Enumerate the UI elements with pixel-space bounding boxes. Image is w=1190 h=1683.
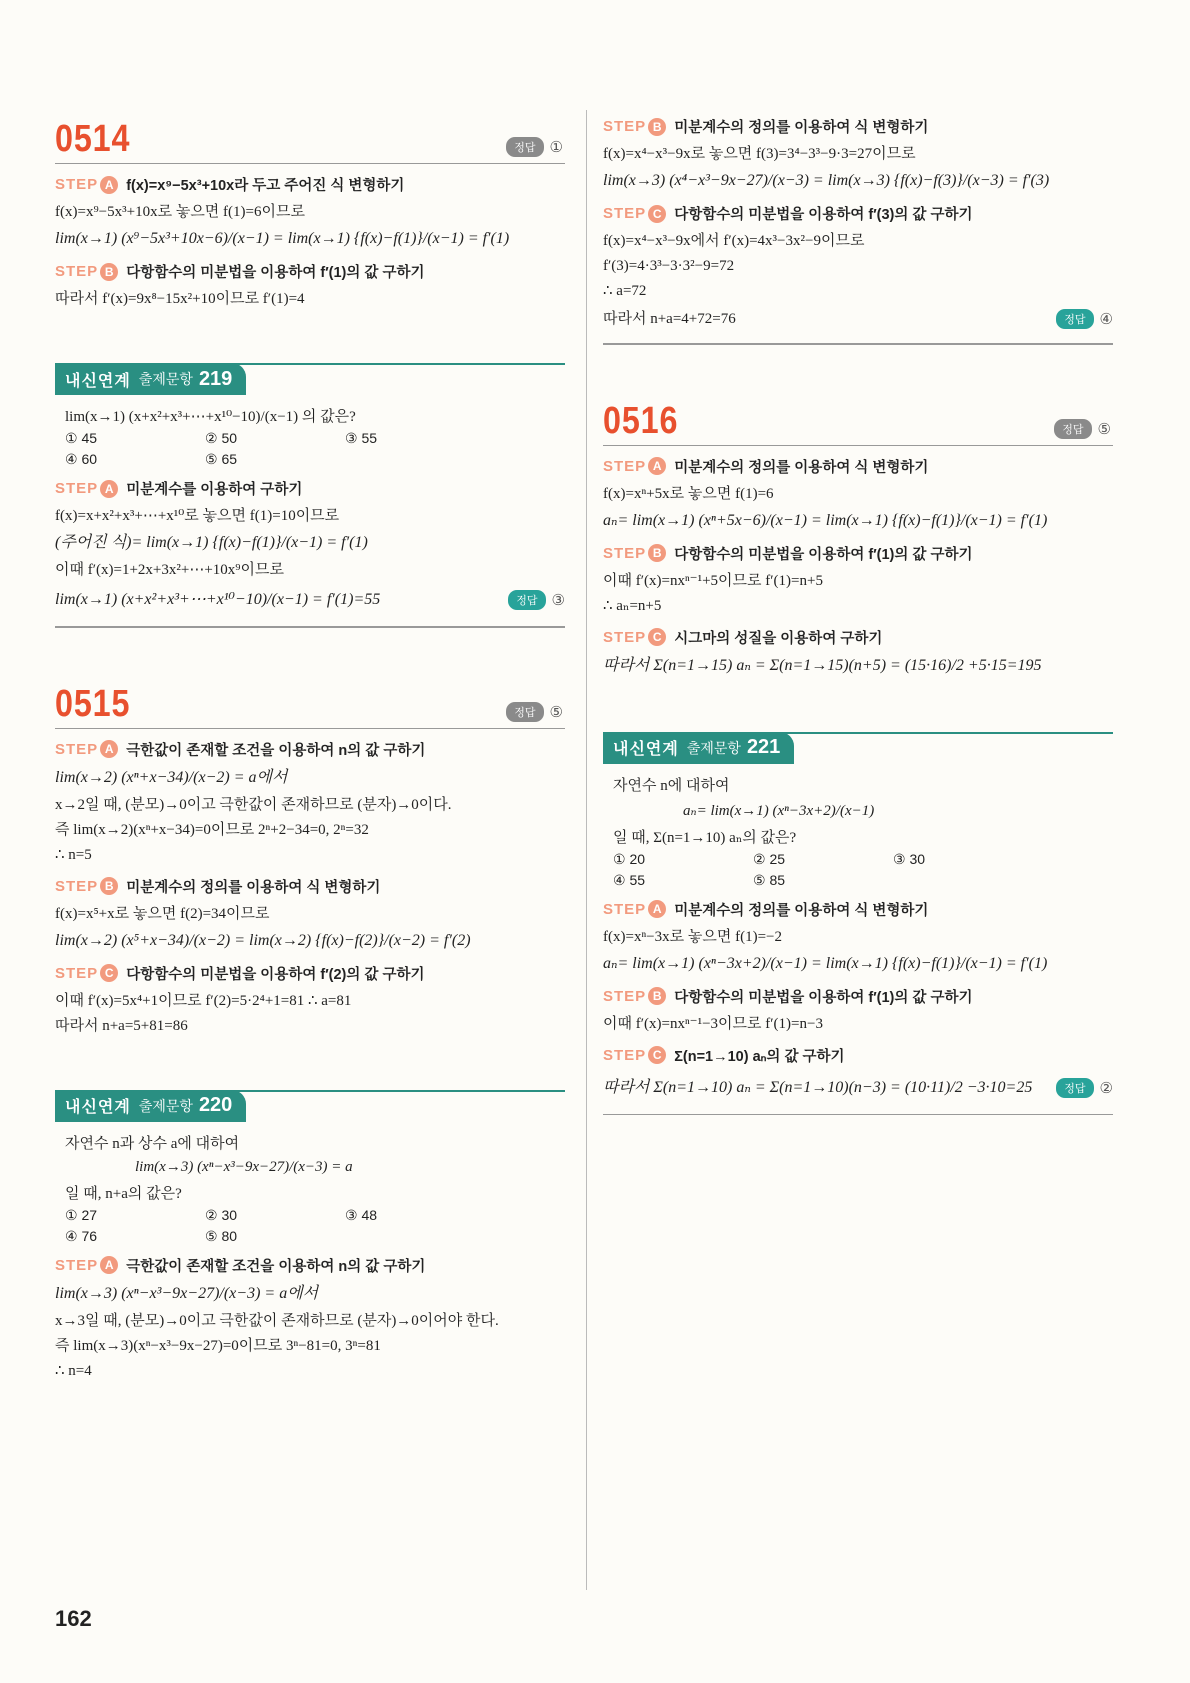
answer-badge: 정답 [1054,419,1091,439]
step-b: STEP B 미분계수의 정의를 이용하여 식 변형하기 [55,877,381,896]
solution-line: 즉 lim(x→3)(xⁿ−x³−9x−27)=0이므로 3ⁿ−81=0, 3ⁿ=81 [55,1337,381,1354]
step-title: 미분계수의 정의를 이용하여 식 변형하기 [674,120,929,136]
solution-line: f(x)=x⁹−5x³+10x로 놓으면 f(1)=6이므로 [55,204,305,220]
problem-0515-header [55,670,565,729]
step-letter-icon: C [100,964,118,982]
naesin-219-header: 내신연계 출제문항 219 [55,363,565,397]
step-c: STEP C Σ(n=1→10) aₙ의 값 구하기 [603,1046,845,1065]
solution-line: f(x)=x⁴−x³−9x에서 f′(x)=4x³−3x²−9이므로 [603,233,865,249]
answer-value: ③ [551,591,565,609]
step-a: STEP A 미분계수를 이용하여 구하기 [55,480,303,498]
choice: ② 25 [753,850,786,867]
step-b: STEP B 미분계수의 정의를 이용하여 식 변형하기 [603,118,929,136]
right-column [603,112,1113,1121]
solution-line: x→2일 때, (분모)→0이고 극한값이 존재하므로 (분자)→0이다. [55,796,452,813]
solution-line: ∴ aₙ=n+5 [603,597,662,614]
solution-line: ∴ n=5 [55,846,92,863]
page-number: 162 [55,1606,92,1631]
step-title: 다항함수의 미분법을 이용하여 f′(2)의 값 구하기 [126,966,425,983]
question-text: 일 때, n+a의 값은? [65,1185,182,1202]
answer-badge: 정답 [508,590,545,610]
naesin-number: 219 [198,367,233,390]
step-b: STEP B 다항함수의 미분법을 이용하여 f′(1)의 값 구하기 [55,263,425,281]
step-letter-icon: A [648,900,666,918]
choice: ① 27 [65,1206,98,1223]
choice: ③ 55 [345,430,378,446]
step-title: 미분계수의 정의를 이용하여 식 변형하기 [126,879,381,896]
step-letter-icon: C [648,205,666,223]
answer-indicator [1054,419,1111,439]
choice: ④ 55 [613,871,646,888]
solution-line: f(x)=xⁿ−3x로 놓으면 f(1)=−2 [603,928,782,945]
step-a: STEP A 극한값이 존재할 조건을 이용하여 n의 값 구하기 [55,1256,426,1275]
choice: ④ 60 [65,451,98,467]
choice: ① 20 [613,850,646,867]
answer-choices [65,1207,565,1245]
answer-badge: 정답 [506,702,543,722]
solution-line: f(x)=xⁿ+5x로 놓으면 f(1)=6 [603,485,774,502]
step-letter-icon: B [648,987,666,1005]
naesin-number: 220 [198,1094,233,1116]
solution-line: 따라서 f′(x)=9x⁸−15x²+10이므로 f′(1)=4 [55,291,305,307]
solution-line: ∴ n=4 [55,1362,92,1379]
step-b: STEP B 다항함수의 미분법을 이용하여 f′(1)의 값 구하기 [603,544,973,563]
answer-badge: 정답 [1056,309,1093,329]
step-letter-icon: B [648,544,666,562]
step-a: STEP A 미분계수의 정의를 이용하여 식 변형하기 [603,457,929,476]
question-math: lim(x→3) (xⁿ−x³−9x−27)/(x−3) = a [135,1158,353,1175]
step-a: STEP A 극한값이 존재할 조건을 이용하여 n의 값 구하기 [55,740,426,759]
solution-line: 따라서 n+a=5+81=86 [55,1017,188,1034]
choice: ① 45 [65,430,98,446]
answer-badge: 정답 [1056,1078,1093,1098]
question-text: 일 때, Σ(n=1→10) aₙ의 값은? [613,829,797,846]
solution-math: 따라서 Σ(n=1→15) aₙ = Σ(n=1→15)(n+5) = (15·16)/2 +5·15=195 [603,656,1042,674]
question-math: aₙ= lim(x→1) (xⁿ−3x+2)/(x−1) [683,802,875,819]
solution-line: f(x)=x⁵+x로 놓으면 f(2)=34이므로 [55,905,270,922]
solution-line: f′(3)=4·3³−3·3²−9=72 [603,258,735,274]
step-a: STEP A f(x)=x⁹−5x³+10x라 두고 주어진 식 변형하기 [55,176,405,194]
step-title: 미분계수의 정의를 이용하여 식 변형하기 [674,459,929,476]
step-title: 극한값이 존재할 조건을 이용하여 n의 값 구하기 [126,1258,426,1275]
solution-line: ∴ a=72 [603,283,647,299]
solution-math: 따라서 Σ(n=1→10) aₙ = Σ(n=1→10)(n−3) = (10·11)/2 −3·10=25 [603,1078,1033,1096]
problem-number: 0515 [55,682,131,725]
solution-line: 이때 f′(x)=nxⁿ⁻¹−3이므로 f′(1)=n−3 [603,1015,823,1032]
step-b: STEP B 다항함수의 미분법을 이용하여 f′(1)의 값 구하기 [603,987,973,1006]
step-a: STEP A 미분계수의 정의를 이용하여 식 변형하기 [603,900,929,919]
step-letter-icon: A [100,1256,118,1274]
question-text: 자연수 n에 대하여 [613,777,730,794]
step-title: Σ(n=1→10) aₙ의 값 구하기 [674,1048,845,1065]
choice: ③ 48 [345,1206,378,1223]
solution-line: 즉 lim(x→2)(xⁿ+x−34)=0이므로 2ⁿ+2−34=0, 2ⁿ=32 [55,821,369,838]
answer-choices [613,851,1113,889]
solution-line: x→3일 때, (분모)→0이고 극한값이 존재하므로 (분자)→0이어야 한다. [55,1312,499,1329]
step-letter-icon: A [100,176,118,194]
choice: ③ 30 [893,850,926,867]
problem-0516-header [603,387,1113,446]
solution-line: 이때 f′(x)=5x⁴+1이므로 f′(2)=5·2⁴+1=81 ∴ a=81 [55,992,352,1009]
choice: ② 30 [205,1206,238,1223]
step-c: STEP C 다항함수의 미분법을 이용하여 f′(3)의 값 구하기 [603,205,973,223]
step-c: STEP C 다항함수의 미분법을 이용하여 f′(2)의 값 구하기 [55,964,425,983]
naesin-221-header: 내신연계 출제문항 221 [603,732,1113,766]
step-title: 다항함수의 미분법을 이용하여 f′(1)의 값 구하기 [674,989,973,1006]
step-title: 극한값이 존재할 조건을 이용하여 n의 값 구하기 [126,742,426,759]
answer-value: ⑤ [1097,419,1111,438]
column-divider [586,110,587,1590]
problem-0514-header [55,105,565,164]
step-title: 시그마의 성질을 이용하여 구하기 [674,630,883,647]
solution-math: lim(x→2) (x⁵+x−34)/(x−2) = lim(x→2) {f(x)−f(2)}/(x−2) = f′(2) [55,931,471,949]
answer-value: ⑤ [549,702,563,721]
solution-math: aₙ= lim(x→1) (xⁿ+5x−6)/(x−1) = lim(x→1) {f(x)−f(1)}/(x−1) = f′(1) [603,511,1048,529]
step-letter-icon: B [100,877,118,895]
solution-math: lim(x→3) (xⁿ−x³−9x−27)/(x−3) = a에서 [55,1284,319,1302]
step-title: 미분계수를 이용하여 구하기 [126,482,303,498]
solution-math: (주어진 식)= lim(x→1) {f(x)−f(1)}/(x−1) = f′(1) [55,534,368,551]
question-text: lim(x→1) (x+x²+x³+⋯+x¹⁰−10)/(x−1) 의 값은? [65,409,356,425]
step-letter-icon: C [648,1046,666,1064]
step-letter-icon: B [100,263,118,281]
step-letter-icon: C [648,628,666,646]
answer-choices [65,430,565,468]
answer-badge: 정답 [506,137,543,157]
answer-value: ① [549,138,563,156]
solution-math: aₙ= lim(x→1) (xⁿ−3x+2)/(x−1) = lim(x→1) {f(x)−f(1)}/(x−1) = f′(1) [603,954,1048,972]
naesin-number: 221 [746,736,781,758]
step-c: STEP C 시그마의 성질을 이용하여 구하기 [603,628,883,647]
answer-value: ② [1099,1078,1113,1097]
solution-math: lim(x→2) (xⁿ+x−34)/(x−2) = a에서 [55,768,288,786]
answer-indicator [506,702,563,722]
choice: ④ 76 [65,1227,98,1244]
solution-line: 따라서 n+a=4+72=76 [603,311,736,327]
left-column [55,105,565,1385]
choice: ② 50 [205,430,238,446]
solution-line: 이때 f′(x)=1+2x+3x²+⋯+10x⁹이므로 [55,562,284,578]
choice: ⑤ 80 [205,1227,238,1244]
answer-indicator [506,137,563,157]
step-letter-icon: A [100,740,118,758]
answer-indicator [1056,309,1113,329]
problem-number: 0514 [55,118,131,160]
step-title: f(x)=x⁹−5x³+10x라 두고 주어진 식 변형하기 [126,178,405,194]
choice: ⑤ 85 [753,871,786,888]
naesin-220-header: 내신연계 출제문항 220 [55,1090,565,1124]
solution-line: f(x)=x+x²+x³+⋯+x¹⁰로 놓으면 f(1)=10이므로 [55,508,340,524]
solution-math: lim(x→1) (x+x²+x³+⋯+x¹⁰−10)/(x−1) = f′(1)=55 [55,591,381,608]
step-letter-icon: A [100,480,118,498]
solution-math: lim(x→3) (x⁴−x³−9x−27)/(x−3) = lim(x→3) {f(x)−f(3)}/(x−3) = f′(3) [603,172,1050,189]
question-text: 자연수 n과 상수 a에 대하여 [65,1135,240,1152]
solution-line: f(x)=x⁴−x³−9x로 놓으면 f(3)=3⁴−3³−9·3=27이므로 [603,146,916,162]
solution-line: 이때 f′(x)=nxⁿ⁻¹+5이므로 f′(1)=n+5 [603,572,823,589]
step-title: 다항함수의 미분법을 이용하여 f′(1)의 값 구하기 [126,265,425,281]
step-title: 다항함수의 미분법을 이용하여 f′(1)의 값 구하기 [674,546,973,563]
step-letter-icon: B [648,118,666,136]
answer-value: ④ [1099,310,1113,328]
solution-math: lim(x→1) (x⁹−5x³+10x−6)/(x−1) = lim(x→1) {f(x)−f(1)}/(x−1) = f′(1) [55,230,510,247]
answer-indicator [508,590,565,610]
problem-number: 0516 [603,399,679,442]
step-title: 미분계수의 정의를 이용하여 식 변형하기 [674,902,929,919]
answer-indicator [1056,1078,1113,1098]
choice: ⑤ 65 [205,451,238,467]
step-title: 다항함수의 미분법을 이용하여 f′(3)의 값 구하기 [674,207,973,223]
step-letter-icon: A [648,457,666,475]
